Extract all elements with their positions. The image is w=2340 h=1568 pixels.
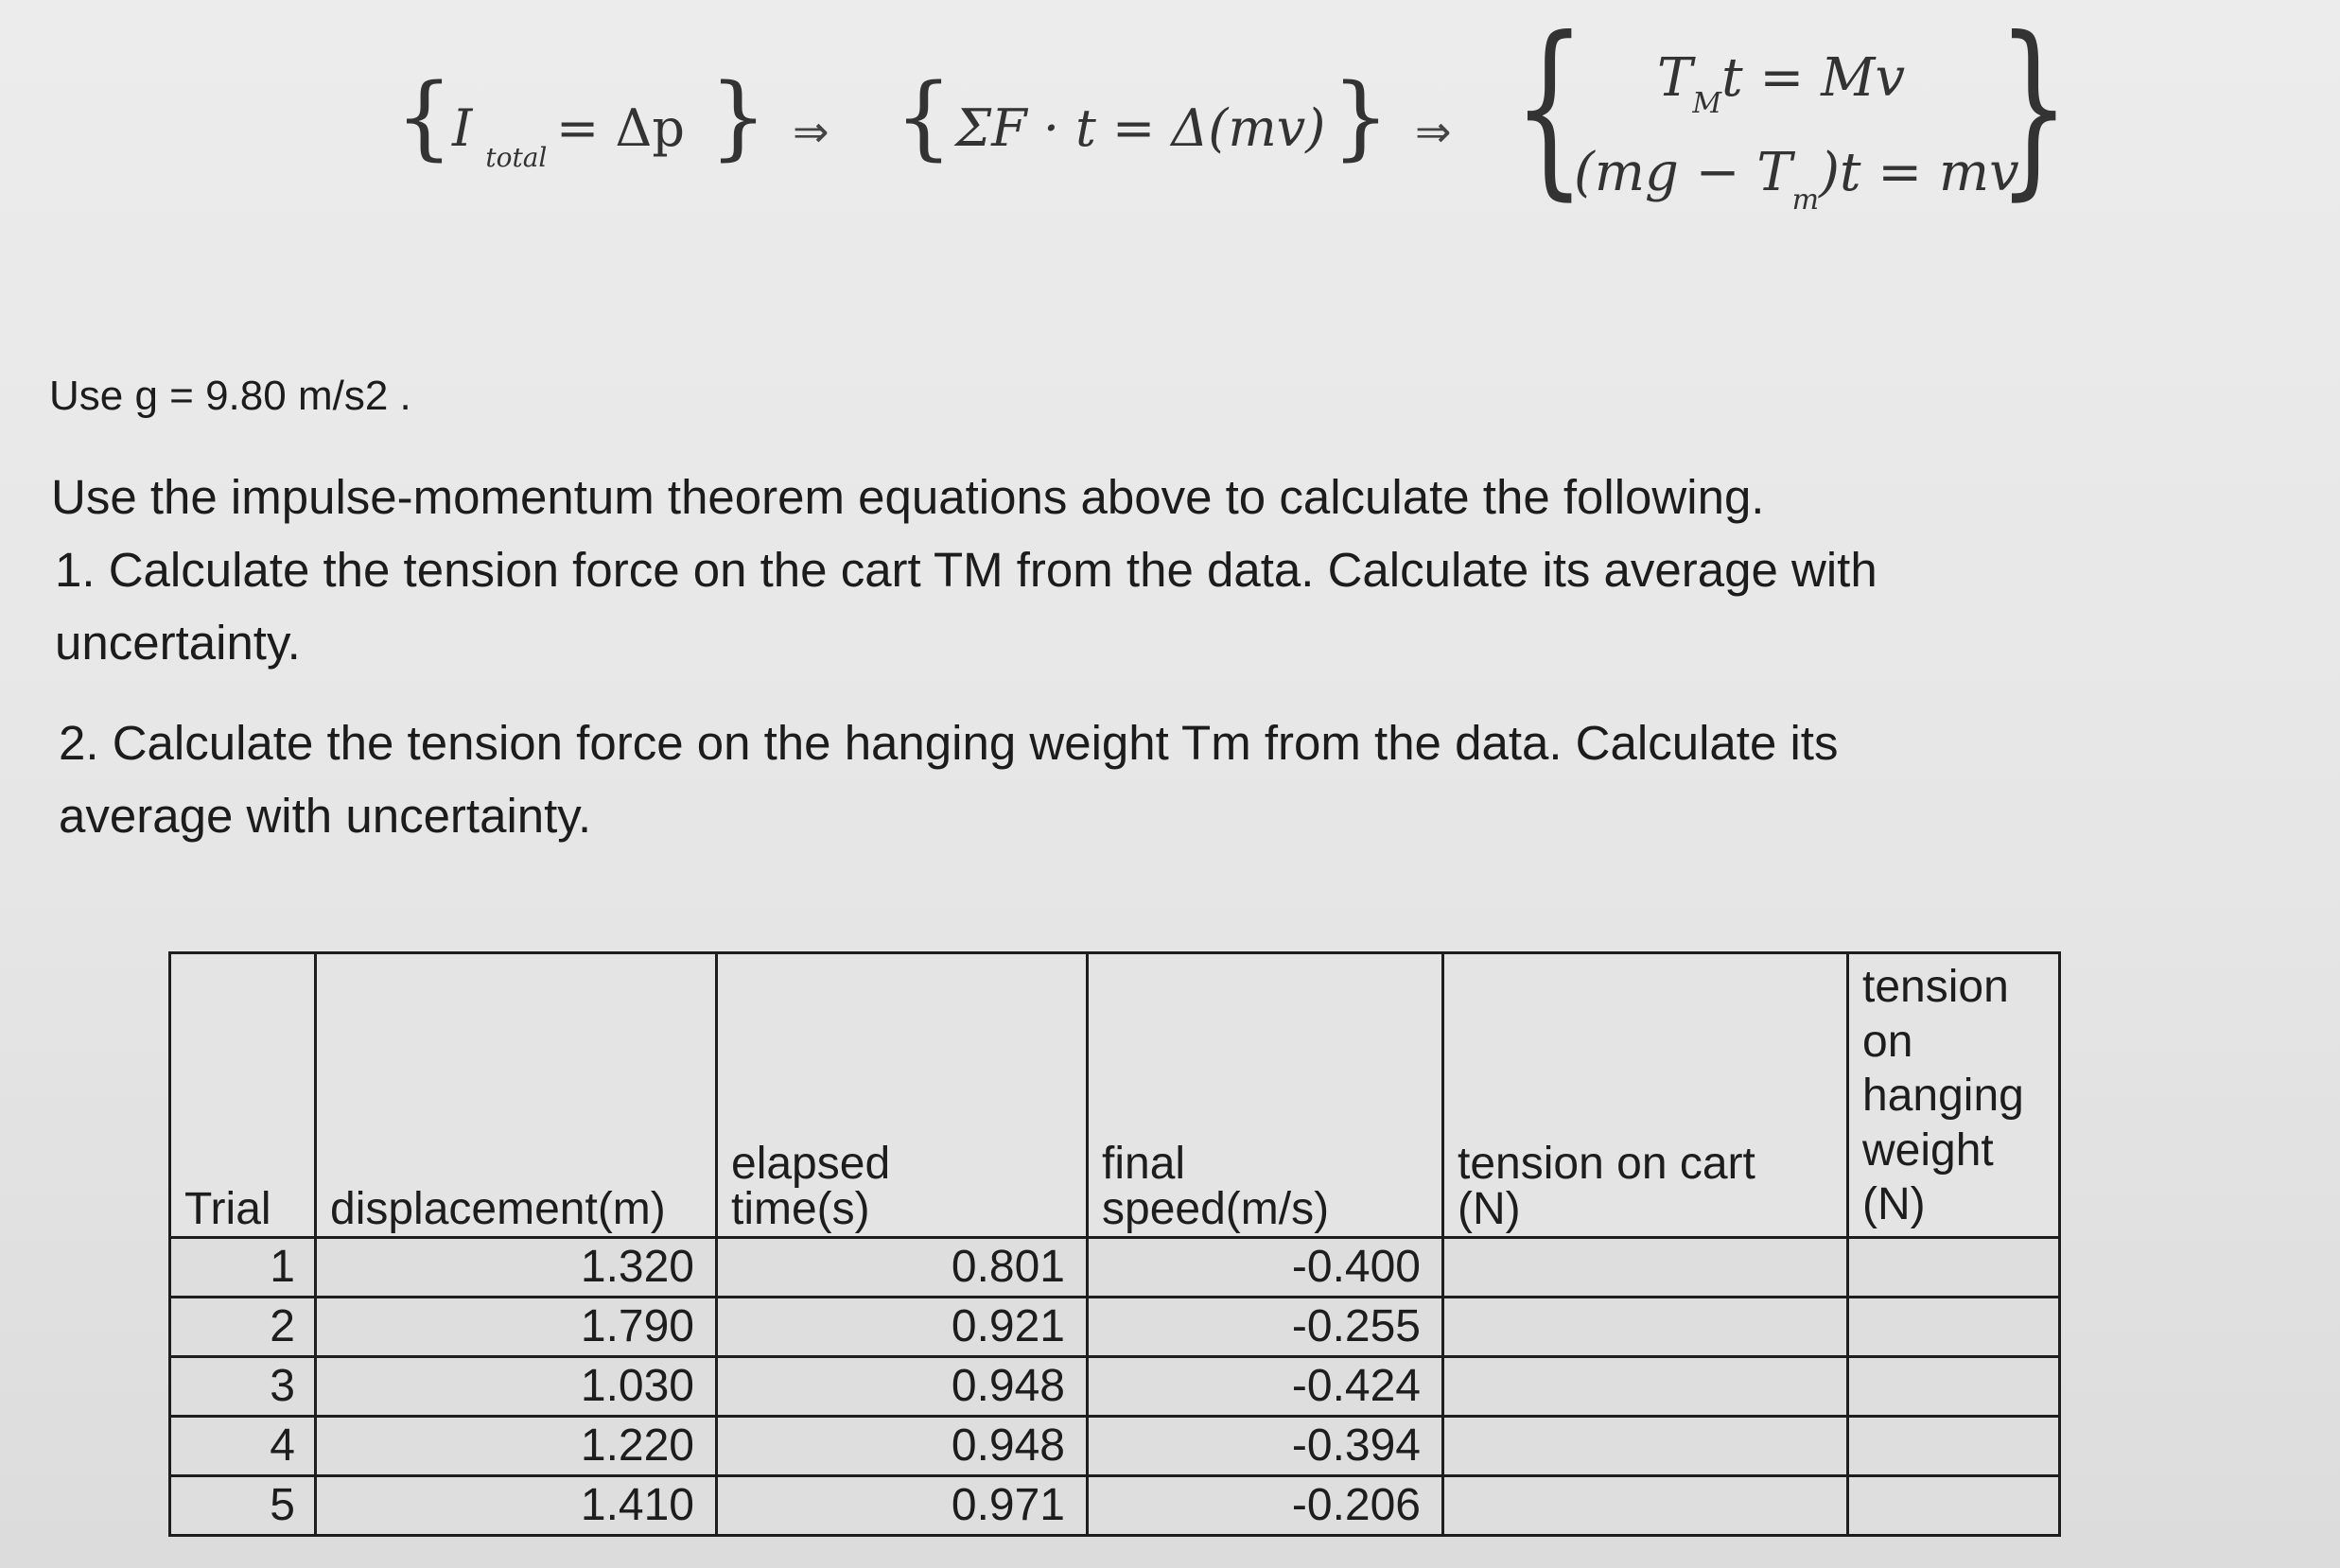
eq3-line1 bbox=[1657, 47, 1906, 120]
eq1-open-brace: { bbox=[395, 64, 454, 170]
cell-tension-cart[interactable] bbox=[1443, 1416, 1848, 1475]
header-hang-line-2: on bbox=[1862, 1016, 1913, 1067]
cell-tension-cart[interactable] bbox=[1443, 1297, 1848, 1356]
eq3-line1-rhs: t = Mv bbox=[1721, 47, 1906, 109]
eq2-body: ΣF · t = Δ(mv) bbox=[955, 98, 1326, 158]
cell-time: 0.801 bbox=[717, 1237, 1088, 1297]
question-2-line-1: 2. Calculate the tension force on the hanging weight Tm from the data. Calculate its bbox=[59, 716, 1839, 770]
cell-tension-hanging[interactable] bbox=[1848, 1356, 2060, 1416]
eq3-line2-subscript: m bbox=[1791, 183, 1820, 217]
eq3-close-brace: } bbox=[1998, 0, 2070, 218]
table-row bbox=[170, 1416, 2060, 1475]
cell-tension-hanging[interactable] bbox=[1848, 1475, 2060, 1535]
table-row bbox=[170, 1356, 2060, 1416]
header-trial: Trial bbox=[170, 953, 316, 1238]
cell-speed: -0.206 bbox=[1088, 1475, 1443, 1535]
header-elapsed-line-1: elapsed bbox=[731, 1138, 891, 1189]
header-final-line-1: final bbox=[1102, 1138, 1186, 1189]
header-displacement: displacement(m) bbox=[316, 953, 717, 1238]
cell-tension-cart[interactable] bbox=[1443, 1475, 1848, 1535]
header-hang-line-3: hanging bbox=[1862, 1071, 2024, 1122]
cell-speed: -0.424 bbox=[1088, 1356, 1443, 1416]
header-cart-line-1: tension on cart bbox=[1458, 1138, 1755, 1189]
eq1-lhs bbox=[452, 98, 548, 173]
eq3-line2-rhs: )t = mv bbox=[1819, 142, 2019, 203]
header-final-speed bbox=[1088, 953, 1443, 1238]
eq3-line2 bbox=[1574, 142, 2019, 217]
cell-displacement: 1.030 bbox=[316, 1356, 717, 1416]
header-elapsed-time bbox=[717, 953, 1088, 1238]
cell-speed: -0.255 bbox=[1088, 1297, 1443, 1356]
cell-time: 0.971 bbox=[717, 1475, 1088, 1535]
cell-tension-cart[interactable] bbox=[1443, 1356, 1848, 1416]
header-elapsed-line-2: time(s) bbox=[731, 1183, 870, 1234]
cell-speed: -0.400 bbox=[1088, 1237, 1443, 1297]
implies-arrow-2: ⇒ bbox=[1415, 106, 1452, 157]
cell-tension-hanging[interactable] bbox=[1848, 1416, 2060, 1475]
cell-trial: 1 bbox=[170, 1237, 316, 1297]
cell-speed: -0.394 bbox=[1088, 1416, 1443, 1475]
question-1-line-2: uncertainty. bbox=[55, 616, 301, 670]
eq1-rhs: = Δp bbox=[556, 98, 685, 158]
cell-trial: 2 bbox=[170, 1297, 316, 1356]
table-row bbox=[170, 1475, 2060, 1535]
cell-displacement: 1.410 bbox=[316, 1475, 717, 1535]
question-2-line-2: average with uncertainty. bbox=[59, 789, 592, 843]
implies-arrow-1: ⇒ bbox=[793, 106, 829, 157]
header-hang-line-1: tension bbox=[1862, 962, 2009, 1012]
cell-tension-cart[interactable] bbox=[1443, 1237, 1848, 1297]
cell-tension-hanging[interactable] bbox=[1848, 1297, 2060, 1356]
eq3-line1-symbol: T bbox=[1657, 47, 1693, 109]
header-tension-hanging bbox=[1848, 953, 2060, 1238]
cell-trial: 3 bbox=[170, 1356, 316, 1416]
eq1-subscript: total bbox=[485, 142, 548, 173]
header-cart-line-2: (N) bbox=[1458, 1183, 1521, 1234]
question-1-line-1: 1. Calculate the tension force on the cart TM from the data. Calculate its average with bbox=[55, 543, 1877, 597]
header-tension-cart bbox=[1443, 953, 1848, 1238]
table-row bbox=[170, 1297, 2060, 1356]
table-row bbox=[170, 1237, 2060, 1297]
header-final-line-2: speed(m/s) bbox=[1102, 1183, 1330, 1234]
cell-trial: 4 bbox=[170, 1416, 316, 1475]
eq2-close-brace: } bbox=[1332, 64, 1390, 170]
instructions-intro: Use the impulse-momentum theorem equations above to calculate the following. bbox=[51, 470, 1765, 524]
eq3-line1-subscript: M bbox=[1692, 87, 1722, 120]
eq3-line2-lhs: (mg − T bbox=[1574, 142, 1792, 203]
cell-tension-hanging[interactable] bbox=[1848, 1237, 2060, 1297]
cell-trial: 5 bbox=[170, 1475, 316, 1535]
cell-displacement: 1.790 bbox=[316, 1297, 717, 1356]
eq3-open-brace: { bbox=[1513, 0, 1586, 218]
data-table bbox=[168, 951, 2061, 1537]
gravity-note: Use g = 9.80 m/s2 . bbox=[49, 373, 411, 419]
cell-time: 0.948 bbox=[717, 1356, 1088, 1416]
eq1-close-brace: } bbox=[709, 64, 768, 170]
cell-displacement: 1.320 bbox=[316, 1237, 717, 1297]
table-header-row bbox=[170, 953, 2060, 1238]
eq1-symbol: I bbox=[452, 98, 473, 158]
eq2-open-brace: { bbox=[895, 64, 953, 170]
cell-time: 0.948 bbox=[717, 1416, 1088, 1475]
header-hang-line-5: (N) bbox=[1862, 1179, 1926, 1230]
header-hang-line-4: weight bbox=[1862, 1124, 1994, 1176]
cell-displacement: 1.220 bbox=[316, 1416, 717, 1475]
cell-time: 0.921 bbox=[717, 1297, 1088, 1356]
